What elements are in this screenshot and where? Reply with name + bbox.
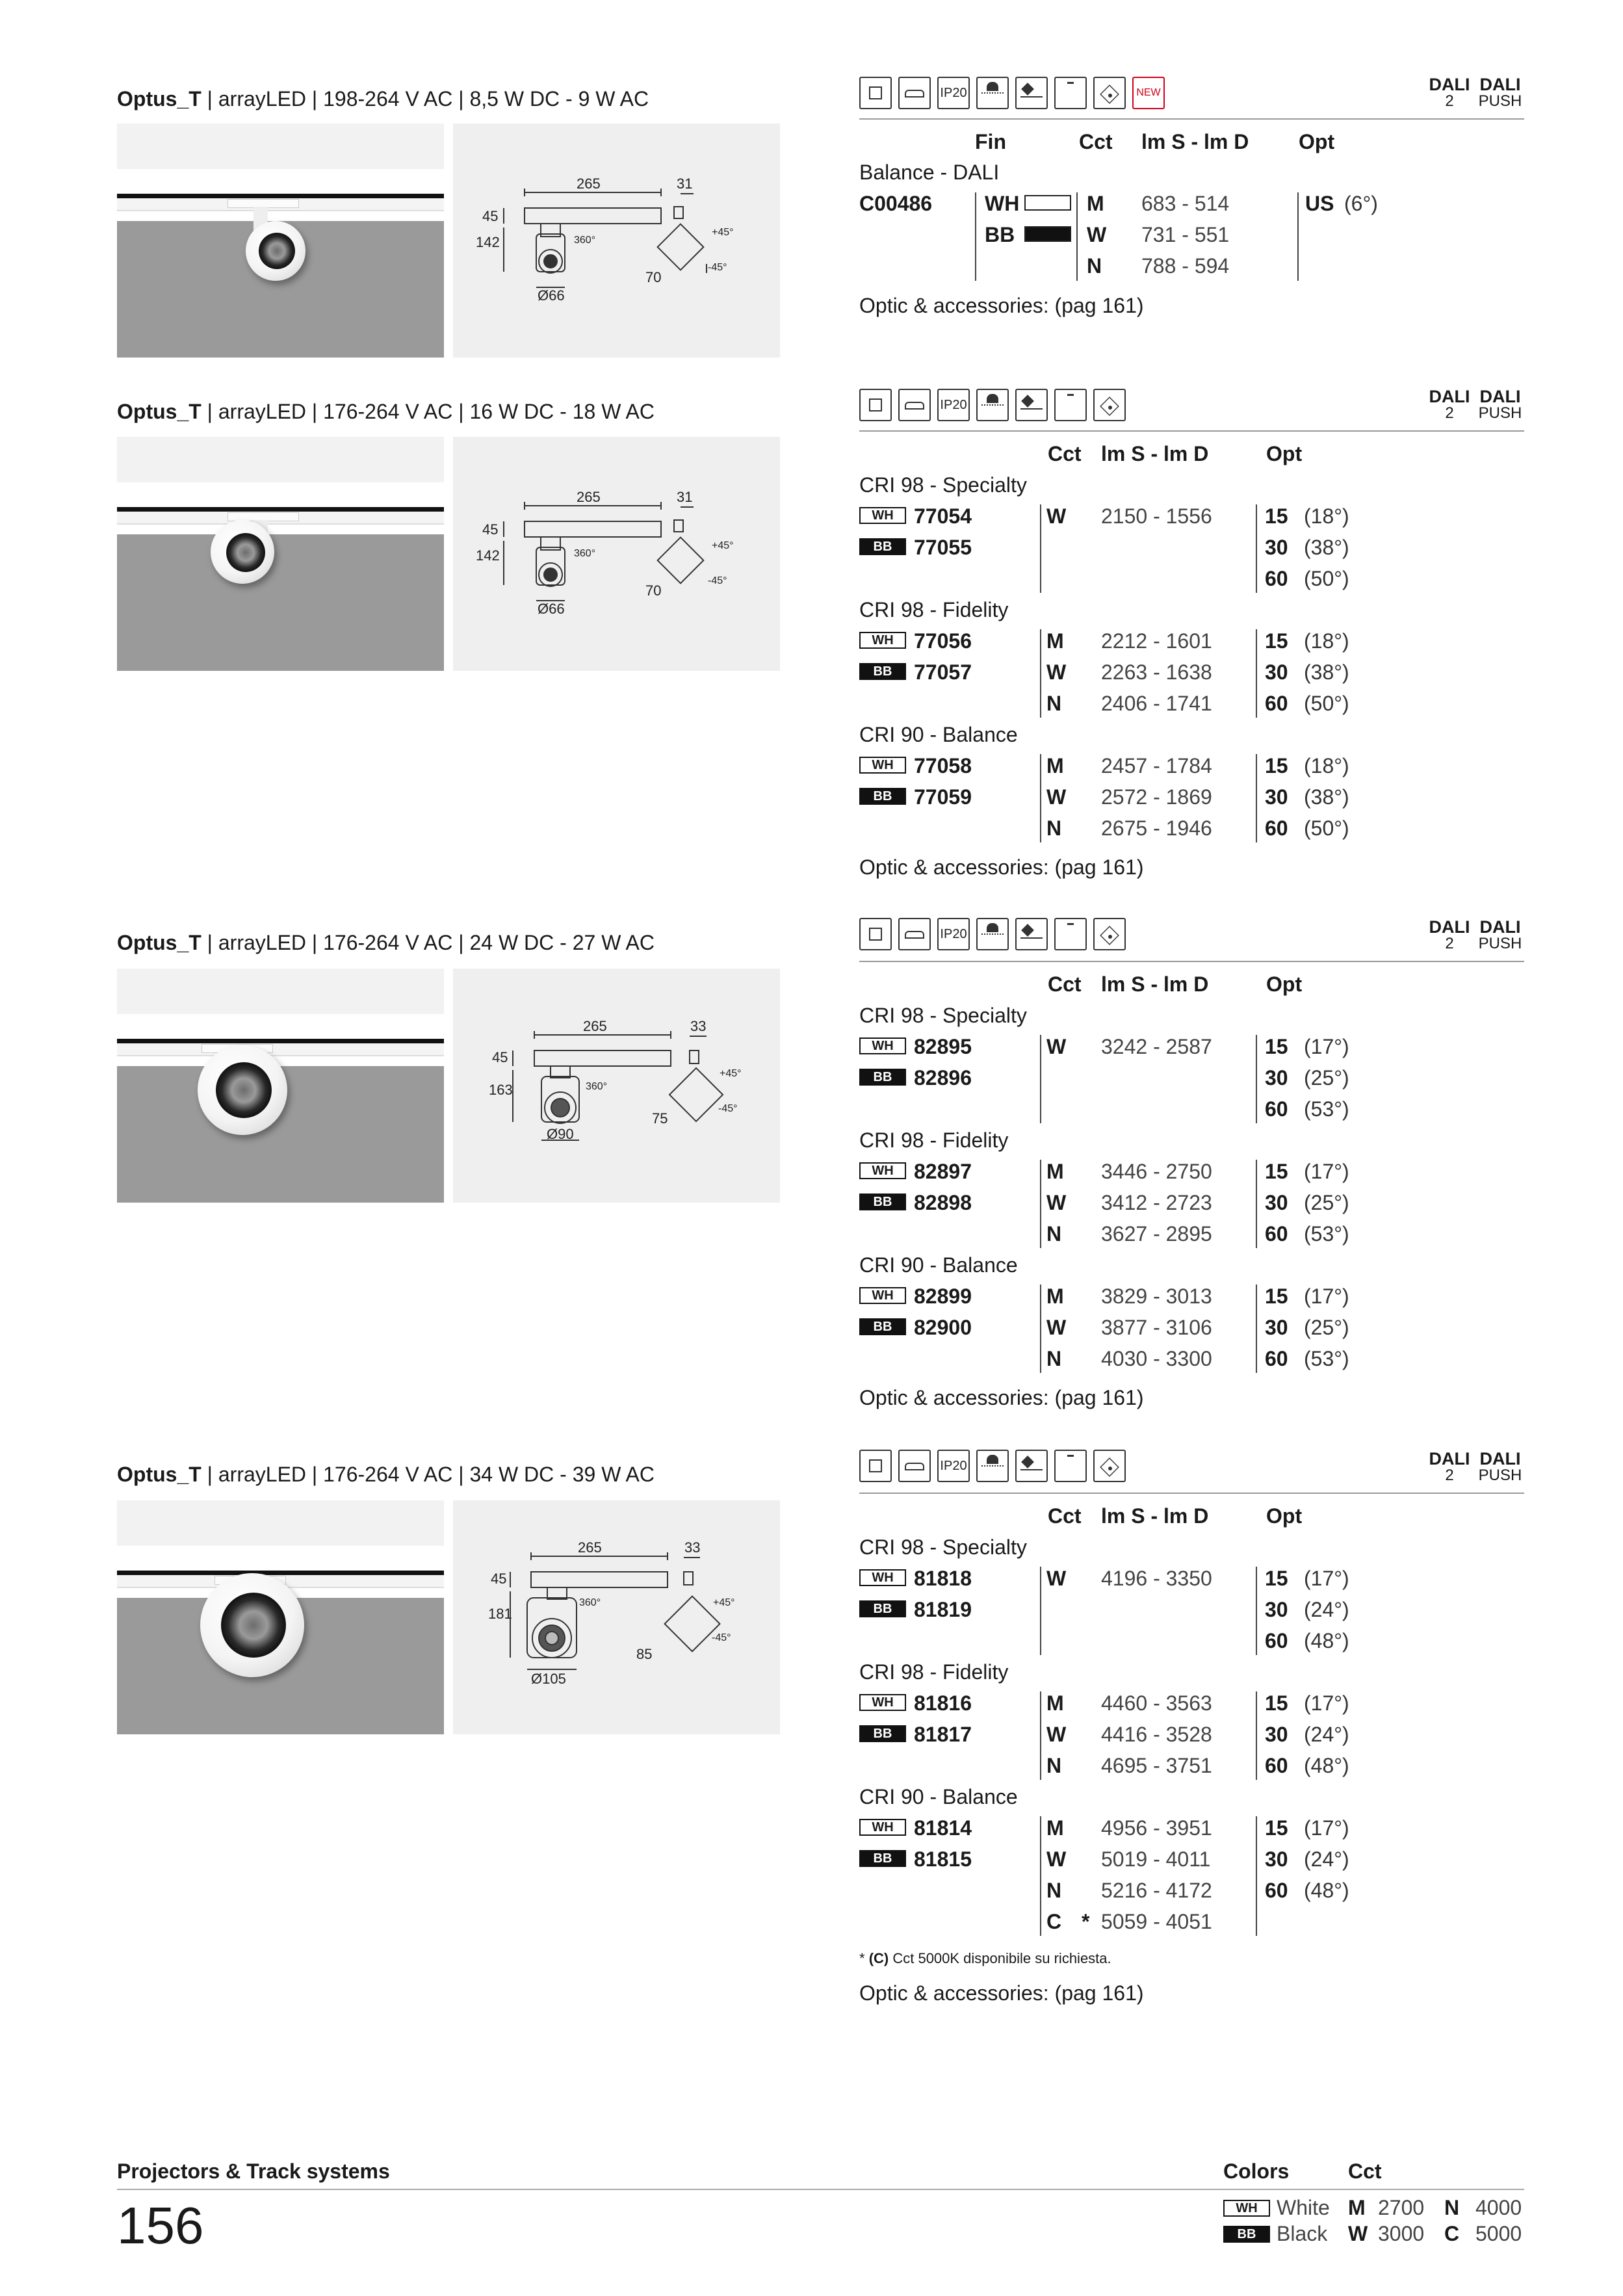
col-divider: [1256, 1691, 1257, 1780]
group-label: CRI 98 - Fidelity: [859, 1128, 1009, 1152]
swatch-white: [1024, 195, 1071, 211]
col-opt: Opt: [1266, 972, 1303, 996]
badge-bb: BB: [859, 1600, 906, 1617]
asterisk: *: [1082, 1910, 1090, 1933]
footer-colors-label: Colors: [1223, 2159, 1290, 2183]
badge-wh: WH: [859, 757, 906, 774]
dim-minus: -45°: [712, 1632, 731, 1643]
optic-value: 60 (48°): [1265, 1879, 1349, 1902]
badge-wh: WH: [859, 1819, 906, 1836]
dim-depth: 70: [645, 269, 662, 285]
dim-minus: -45°: [708, 262, 727, 273]
optic-value: 15 (17°): [1265, 1285, 1349, 1308]
col-divider: [1256, 1816, 1257, 1936]
footer-cct-label: Cct: [1348, 2159, 1382, 2183]
cct-value: N: [1046, 1347, 1062, 1370]
lumen-value: 4460 - 3563: [1101, 1691, 1212, 1715]
lumen-value: 4030 - 3300: [1101, 1347, 1212, 1370]
optic-value: 15 (17°): [1265, 1691, 1349, 1715]
col-lm: lm S - lm D: [1141, 130, 1249, 153]
dim-d2: 33: [684, 1539, 701, 1556]
product-photo-4: [117, 1500, 444, 1734]
optic-value: 60 (48°): [1265, 1754, 1349, 1777]
badge-wh: WH: [1223, 2200, 1270, 2217]
group-label: CRI 98 - Specialty: [859, 473, 1027, 497]
divider: [859, 430, 1524, 432]
color-name: Black: [1277, 2222, 1328, 2245]
technical-drawing-3: [453, 969, 780, 1203]
dim-depth: 85: [636, 1646, 653, 1662]
product-code: 81818: [914, 1567, 972, 1590]
col-opt: Opt: [1266, 1504, 1303, 1528]
dim-dia: Ø66: [538, 287, 565, 304]
lumen-value: 4196 - 3350: [1101, 1567, 1212, 1590]
cct-kelvin: 4000: [1475, 2196, 1522, 2219]
divider: [859, 118, 1524, 120]
badge-bb: BB: [859, 1318, 906, 1335]
optic-value: 60 (50°): [1265, 692, 1349, 715]
col-divider: [1256, 754, 1257, 842]
dim-plus: +45°: [713, 1597, 735, 1608]
square-icon: [859, 77, 892, 109]
col-divider: [1256, 1035, 1257, 1123]
cct-value: M: [1046, 1691, 1064, 1715]
lumen-value: 2212 - 1601: [1101, 629, 1212, 653]
optic-value: US (6°): [1305, 192, 1378, 215]
beam-icon: [976, 918, 1009, 950]
lumen-value: 3446 - 2750: [1101, 1160, 1212, 1183]
dim-d2: 33: [690, 1018, 707, 1034]
product-code: 82896: [914, 1066, 972, 1089]
optic-value: 30 (38°): [1265, 536, 1349, 559]
product-code: 81815: [914, 1847, 972, 1871]
page-number: 156: [117, 2197, 204, 2254]
product-code: 77058: [914, 754, 972, 777]
dim-h1: 45: [491, 1571, 507, 1587]
finish-bb: BB: [985, 223, 1015, 246]
dim-width: 265: [577, 176, 601, 192]
beam-icon: [976, 389, 1009, 421]
cct-key: N: [1444, 2196, 1460, 2219]
col-lm: lm S - lm D: [1101, 972, 1209, 996]
new-badge: NEW: [1132, 77, 1165, 109]
dim-h2: 142: [476, 547, 500, 564]
col-cct: Cct: [1048, 972, 1082, 996]
footer-divider: [117, 2189, 1524, 2190]
optic-value: 30 (25°): [1265, 1191, 1349, 1214]
tilt-icon: [1015, 77, 1048, 109]
lumen-value: 3242 - 2587: [1101, 1035, 1212, 1058]
group-label: CRI 98 - Fidelity: [859, 598, 1009, 621]
badge-bb: BB: [859, 1725, 906, 1742]
product-code: C00486: [859, 192, 933, 215]
lumen-value: 3412 - 2723: [1101, 1191, 1212, 1214]
driver-icon: [1054, 1450, 1087, 1482]
lumen-value: 3829 - 3013: [1101, 1285, 1212, 1308]
lumen-value: 731 - 551: [1141, 223, 1230, 246]
dim-h2: 142: [476, 234, 500, 250]
lumen-value: 2675 - 1946: [1101, 816, 1212, 840]
dim-rot: 360°: [574, 548, 596, 559]
optic-value: 15 (18°): [1265, 754, 1349, 777]
product-code: 77054: [914, 504, 972, 528]
col-divider: [1040, 1816, 1041, 1936]
swatch-black: [1024, 226, 1071, 242]
col-divider: [1040, 1285, 1041, 1373]
col-cct: Cct: [1048, 1504, 1082, 1528]
dim-depth: 70: [645, 582, 662, 599]
track-icon: [898, 389, 931, 421]
optic-value: 15 (18°): [1265, 504, 1349, 528]
col-divider: [1256, 1160, 1257, 1248]
cct-value: W: [1087, 223, 1107, 246]
tilt-icon: [1015, 1450, 1048, 1482]
cct-kelvin: 3000: [1378, 2222, 1425, 2245]
group-label: CRI 98 - Specialty: [859, 1535, 1027, 1559]
lumen-value: 4416 - 3528: [1101, 1723, 1212, 1746]
lumen-value: 3627 - 2895: [1101, 1222, 1212, 1246]
footnote: * (C) Cct 5000K disponibile su richiesta.: [859, 1950, 1111, 1966]
dim-minus: -45°: [708, 575, 727, 586]
track-icon: [898, 918, 931, 950]
dim-h1: 45: [482, 208, 499, 224]
lumen-value: 5216 - 4172: [1101, 1879, 1212, 1902]
col-divider: [1076, 192, 1078, 281]
dim-dia: Ø90: [547, 1126, 574, 1142]
product-title-1: Optus_T | arrayLED | 198-264 V AC | 8,5 W DC - 9 W AC: [117, 87, 649, 111]
dim-h1: 45: [482, 521, 499, 538]
product-title-2: Optus_T | arrayLED | 176-264 V AC | 16 W DC - 18 W AC: [117, 400, 655, 423]
cct-value: W: [1046, 1847, 1067, 1871]
optic-value: 30 (24°): [1265, 1598, 1349, 1621]
track-icon: [898, 77, 931, 109]
group-label: CRI 90 - Balance: [859, 1785, 1018, 1808]
cct-value: N: [1046, 816, 1062, 840]
optic-accessories-note[interactable]: Optic & accessories: (pag 161): [859, 855, 1144, 879]
dim-width: 265: [583, 1018, 607, 1034]
product-code: 82897: [914, 1160, 972, 1183]
col-lm: lm S - lm D: [1101, 442, 1209, 465]
col-divider: [1040, 1691, 1041, 1780]
cct-value: W: [1046, 1035, 1067, 1058]
optic-value: 30 (25°): [1265, 1066, 1349, 1089]
optic-value: 60 (50°): [1265, 567, 1349, 590]
technical-drawing-1: [453, 124, 780, 358]
optic-value: 60 (53°): [1265, 1347, 1349, 1370]
badge-bb: BB: [859, 538, 906, 555]
ip20-icon: IP20: [937, 1450, 970, 1482]
product-code: 77059: [914, 785, 972, 809]
cct-key: C: [1444, 2222, 1460, 2245]
col-divider: [1040, 1567, 1041, 1655]
cct-kelvin: 2700: [1378, 2196, 1425, 2219]
divider: [859, 961, 1524, 962]
optic-value: 15 (17°): [1265, 1567, 1349, 1590]
group-label: CRI 90 - Balance: [859, 1253, 1018, 1277]
cct-value: M: [1046, 754, 1064, 777]
install-icon: [1093, 77, 1126, 109]
badge-wh: WH: [859, 1694, 906, 1711]
technical-drawing-2: [453, 437, 780, 671]
dim-depth: 75: [652, 1110, 668, 1127]
dim-d2: 31: [677, 489, 693, 505]
cct-kelvin: 5000: [1475, 2222, 1522, 2245]
optic-value: 30 (24°): [1265, 1723, 1349, 1746]
optic-value: 30 (38°): [1265, 785, 1349, 809]
cct-value: W: [1046, 660, 1067, 684]
beam-icon: [976, 1450, 1009, 1482]
dim-rot: 360°: [586, 1081, 608, 1092]
col-divider: [975, 192, 976, 281]
product-code: 81816: [914, 1691, 972, 1715]
optic-value: 60 (48°): [1265, 1629, 1349, 1652]
lumen-value: 2150 - 1556: [1101, 504, 1212, 528]
product-code: 77055: [914, 536, 972, 559]
driver-icon: [1054, 77, 1087, 109]
col-divider: [1040, 754, 1041, 842]
cct-key: W: [1348, 2222, 1368, 2245]
col-divider: [1256, 504, 1257, 593]
square-icon: [859, 918, 892, 950]
col-divider: [1040, 504, 1041, 593]
lumen-value: 683 - 514: [1141, 192, 1230, 215]
cct-value: W: [1046, 1567, 1067, 1590]
driver-icon: [1054, 389, 1087, 421]
cct-value: N: [1046, 1222, 1062, 1246]
ip20-icon: IP20: [937, 77, 970, 109]
tilt-icon: [1015, 918, 1048, 950]
product-code: 77056: [914, 629, 972, 653]
technical-drawing-4: [453, 1500, 780, 1734]
install-icon: [1093, 1450, 1126, 1482]
dim-minus: -45°: [718, 1103, 738, 1114]
optic-value: 15 (17°): [1265, 1035, 1349, 1058]
cct-value: W: [1046, 504, 1067, 528]
cct-value: N: [1087, 254, 1102, 278]
dim-width: 265: [577, 489, 601, 505]
badge-bb: BB: [859, 1850, 906, 1867]
group-label: Balance - DALI: [859, 161, 1000, 184]
finish-wh: WH: [985, 192, 1020, 215]
cct-value: M: [1046, 1816, 1064, 1840]
badge-wh: WH: [859, 507, 906, 524]
lumen-value: 2457 - 1784: [1101, 754, 1212, 777]
product-photo-1: [117, 124, 444, 358]
square-icon: [859, 389, 892, 421]
dim-d2: 31: [677, 176, 693, 192]
optic-value: 15 (17°): [1265, 1160, 1349, 1183]
product-code: 82895: [914, 1035, 972, 1058]
col-opt: Opt: [1266, 442, 1303, 465]
lumen-value: 4695 - 3751: [1101, 1754, 1212, 1777]
optic-accessories-note[interactable]: Optic & accessories: (pag 161): [859, 1386, 1144, 1409]
product-title-4: Optus_T | arrayLED | 176-264 V AC | 34 W DC - 39 W AC: [117, 1463, 655, 1486]
group-label: CRI 98 - Fidelity: [859, 1660, 1009, 1684]
optic-value: 60 (53°): [1265, 1222, 1349, 1246]
tilt-icon: [1015, 389, 1048, 421]
product-photo-2: [117, 437, 444, 671]
col-divider: [1040, 1035, 1041, 1123]
driver-icon: [1054, 918, 1087, 950]
cct-value: W: [1046, 1723, 1067, 1746]
optic-value: 15 (17°): [1265, 1816, 1349, 1840]
lumen-value: 4956 - 3951: [1101, 1816, 1212, 1840]
product-code: 81819: [914, 1598, 972, 1621]
badge-wh: WH: [859, 1569, 906, 1586]
col-cct: Cct: [1079, 130, 1113, 153]
cct-value: M: [1087, 192, 1104, 215]
track-icon: [898, 1450, 931, 1482]
cct-value: N: [1046, 1754, 1062, 1777]
lumen-value: 2572 - 1869: [1101, 785, 1212, 809]
badge-bb: BB: [859, 1194, 906, 1210]
cct-value: W: [1046, 1191, 1067, 1214]
product-photo-3: [117, 969, 444, 1203]
ip20-icon: IP20: [937, 389, 970, 421]
col-divider: [1297, 192, 1299, 281]
col-divider: [1256, 1285, 1257, 1373]
dim-h1: 45: [492, 1049, 508, 1065]
footer-category: Projectors & Track systems: [117, 2159, 390, 2183]
badge-bb: BB: [1223, 2226, 1270, 2243]
lumen-value: 2406 - 1741: [1101, 692, 1212, 715]
product-code: 81817: [914, 1723, 972, 1746]
color-name: White: [1277, 2196, 1330, 2219]
cct-value: M: [1046, 1160, 1064, 1183]
col-fin: Fin: [975, 130, 1006, 153]
product-code: 81814: [914, 1816, 972, 1840]
lumen-value: 3877 - 3106: [1101, 1316, 1212, 1339]
col-divider: [1256, 629, 1257, 718]
dim-rot: 360°: [579, 1597, 601, 1608]
optic-value: 60 (50°): [1265, 816, 1349, 840]
cct-value: N: [1046, 692, 1062, 715]
cct-value: W: [1046, 785, 1067, 809]
beam-icon: [976, 77, 1009, 109]
product-code: 82899: [914, 1285, 972, 1308]
install-icon: [1093, 389, 1126, 421]
dim-width: 265: [578, 1539, 602, 1556]
optic-value: 30 (25°): [1265, 1316, 1349, 1339]
cct-value: N: [1046, 1879, 1062, 1902]
col-lm: lm S - lm D: [1101, 1504, 1209, 1528]
dim-plus: +45°: [720, 1068, 742, 1079]
dim-plus: +45°: [712, 227, 734, 238]
product-code: 82900: [914, 1316, 972, 1339]
group-label: CRI 98 - Specialty: [859, 1004, 1027, 1027]
product-code: 82898: [914, 1191, 972, 1214]
badge-bb: BB: [859, 1069, 906, 1086]
optic-value: 30 (24°): [1265, 1847, 1349, 1871]
product-code: 77057: [914, 660, 972, 684]
lumen-value: 788 - 594: [1141, 254, 1230, 278]
badge-bb: BB: [859, 663, 906, 680]
col-divider: [1256, 1567, 1257, 1655]
col-opt: Opt: [1299, 130, 1335, 153]
optic-value: 15 (18°): [1265, 629, 1349, 653]
cct-value: W: [1046, 1316, 1067, 1339]
install-icon: [1093, 918, 1126, 950]
cct-value: M: [1046, 629, 1064, 653]
dim-dia: Ø66: [538, 601, 565, 617]
col-divider: [1040, 629, 1041, 718]
square-icon: [859, 1450, 892, 1482]
cct-value: M: [1046, 1285, 1064, 1308]
group-label: CRI 90 - Balance: [859, 723, 1018, 746]
dim-rot: 360°: [574, 235, 596, 246]
badge-wh: WH: [859, 1037, 906, 1054]
badge-wh: WH: [859, 1287, 906, 1304]
optic-value: 30 (38°): [1265, 660, 1349, 684]
lumen-value: 5059 - 4051: [1101, 1910, 1212, 1933]
optic-value: 60 (53°): [1265, 1097, 1349, 1121]
cct-value: C: [1046, 1910, 1062, 1933]
dim-plus: +45°: [712, 540, 734, 551]
ip20-icon: IP20: [937, 918, 970, 950]
optic-accessories-note[interactable]: Optic & accessories: (pag 161): [859, 294, 1144, 317]
badge-bb: BB: [859, 788, 906, 805]
dim-h2: 163: [489, 1082, 513, 1098]
badge-wh: WH: [859, 1162, 906, 1179]
cct-key: M: [1348, 2196, 1366, 2219]
lumen-value: 5019 - 4011: [1101, 1847, 1211, 1871]
dim-dia: Ø105: [531, 1671, 566, 1687]
product-title-3: Optus_T | arrayLED | 176-264 V AC | 24 W DC - 27 W AC: [117, 931, 655, 954]
col-divider: [1040, 1160, 1041, 1248]
lumen-value: 2263 - 1638: [1101, 660, 1212, 684]
col-cct: Cct: [1048, 442, 1082, 465]
divider: [859, 1493, 1524, 1494]
optic-accessories-note[interactable]: Optic & accessories: (pag 161): [859, 1981, 1144, 2005]
dim-h2: 181: [488, 1606, 512, 1622]
badge-wh: WH: [859, 632, 906, 649]
